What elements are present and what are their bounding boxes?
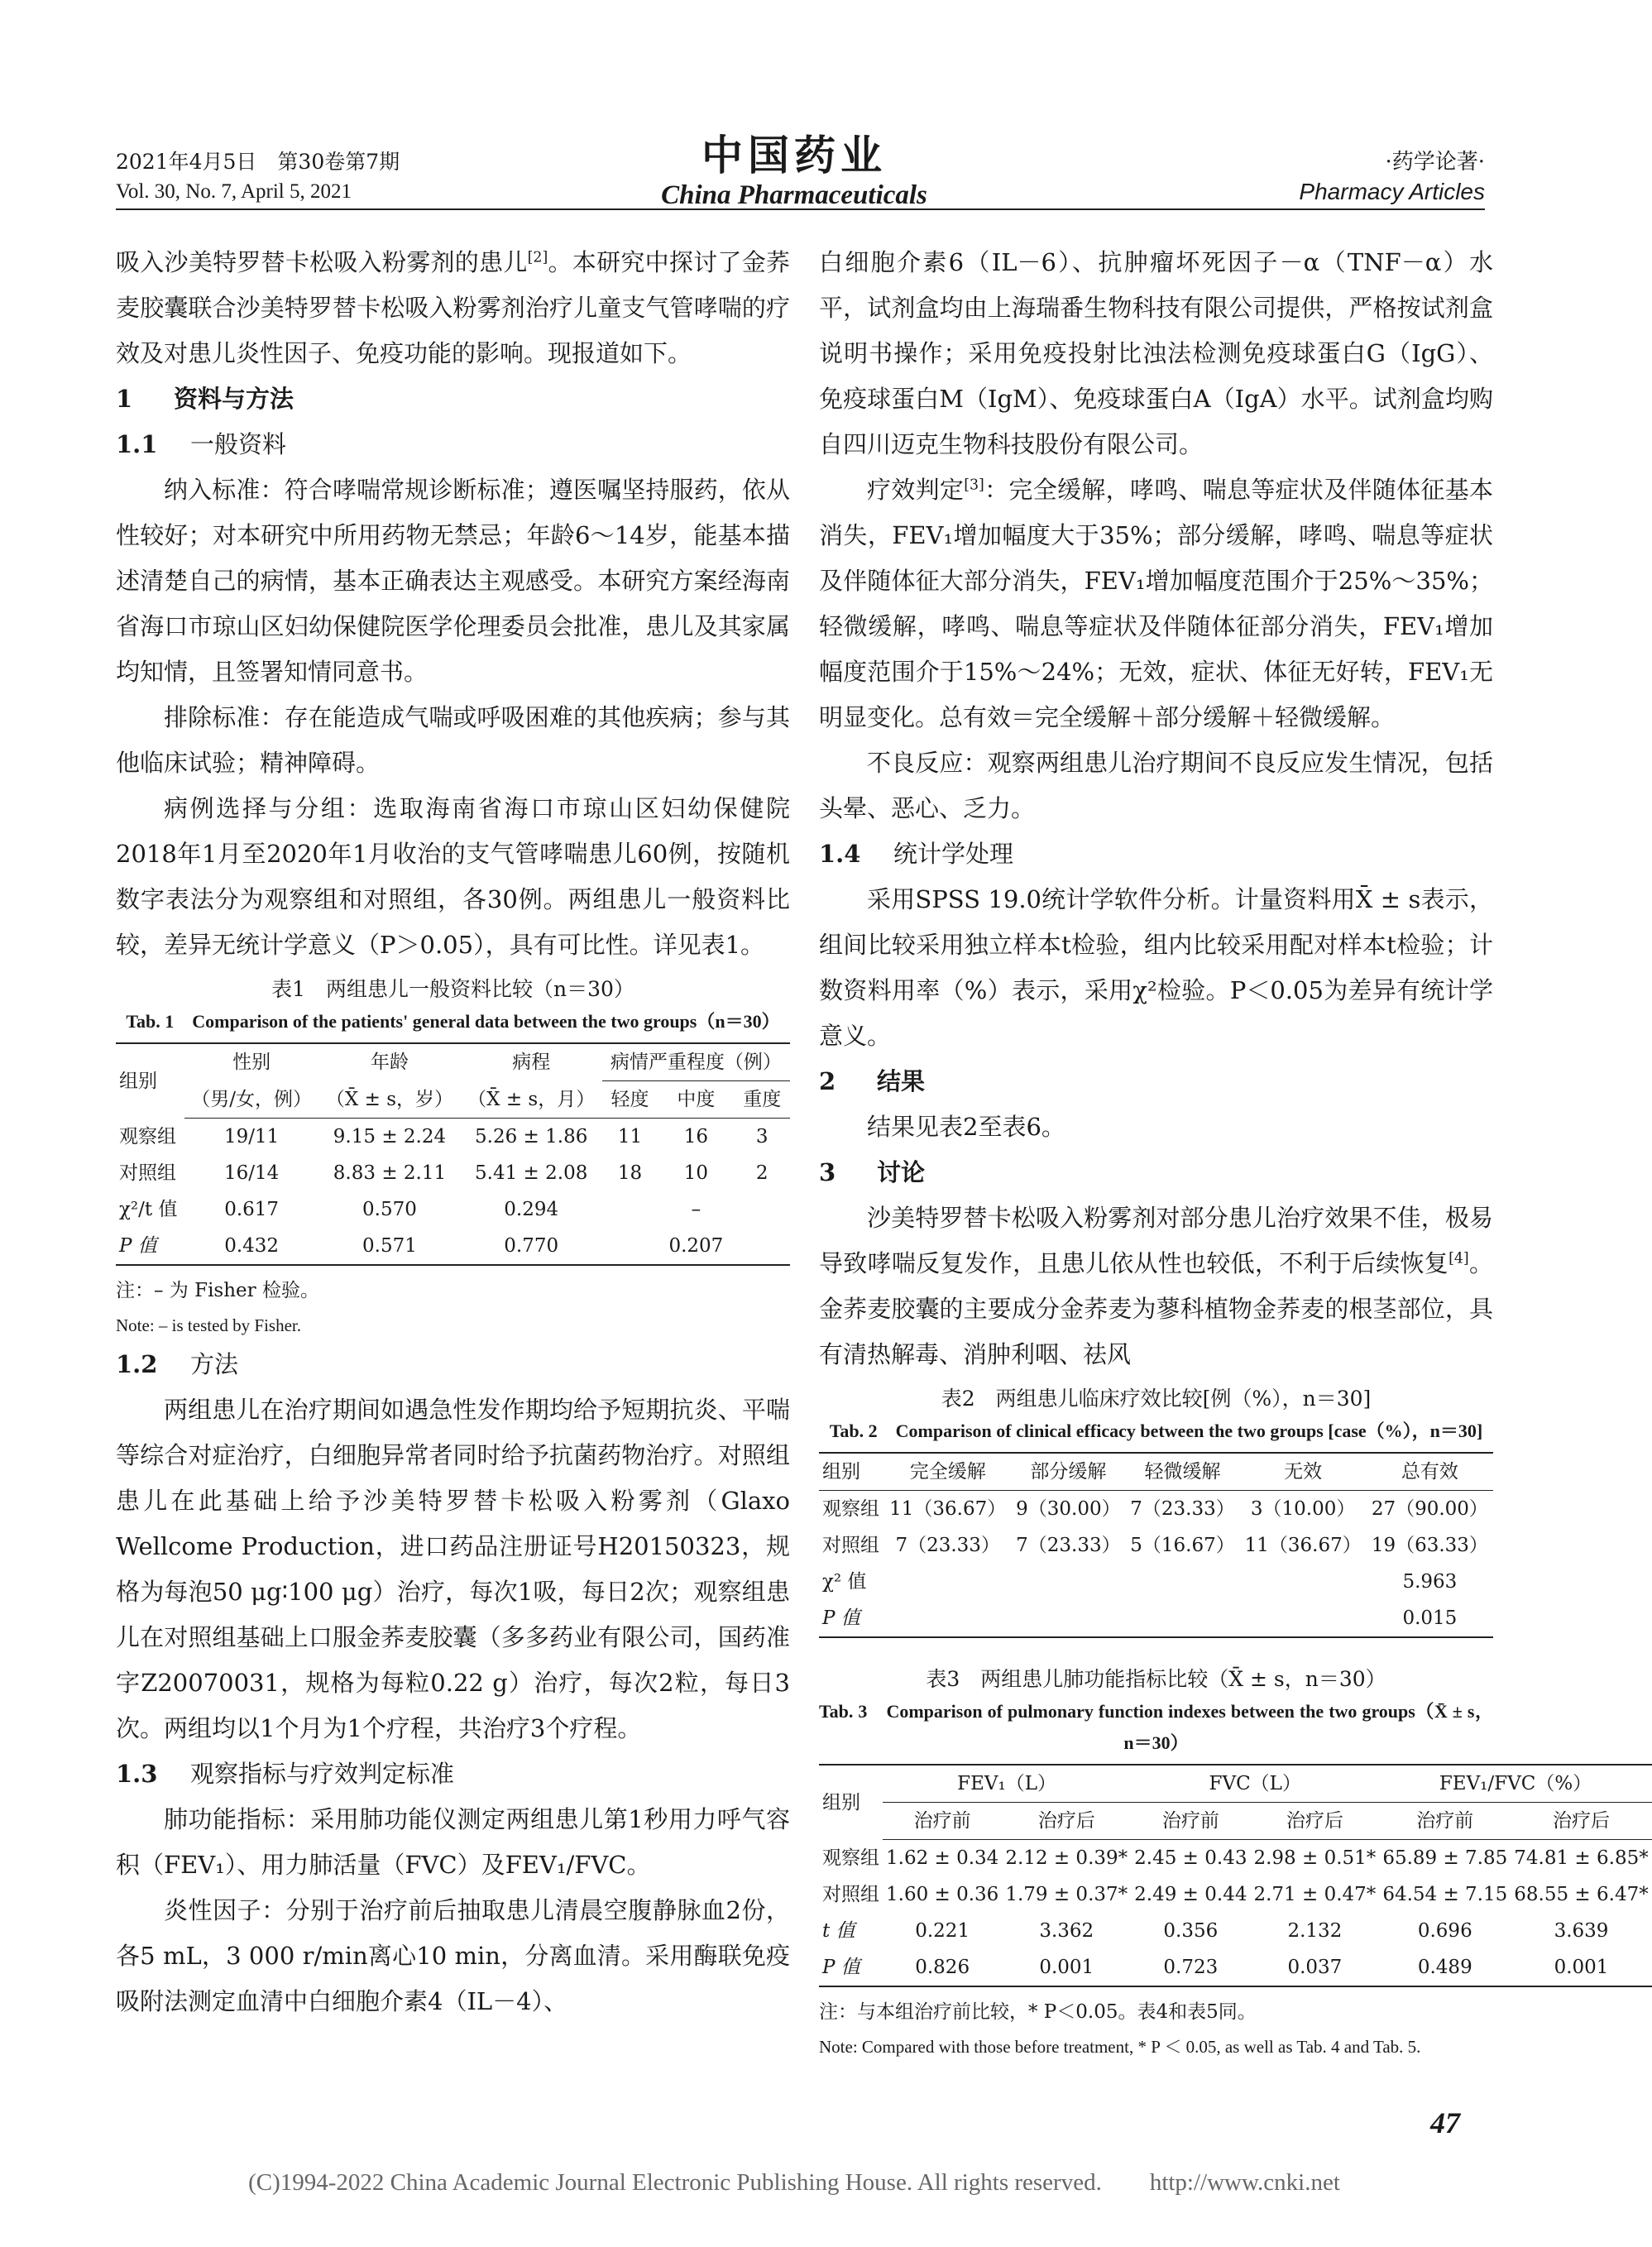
section-heading-1-2: 1.2 方法: [116, 1350, 239, 1378]
table1-caption: 表1 两组患儿一般资料比较（n＝30）: [271, 977, 634, 1001]
table-row: 观察组 19/11 9.15 ± 2.24 5.26 ± 1.86 11 16 3: [119, 1125, 769, 1147]
table3: 组别 FEV₁（L） FVC（L） FEV₁/FVC（%） 治疗前 治疗后 治疗前 治疗后 治疗前 治疗后 观察组 1.62 ± 0.34 2.12 ± 0.39* 2.45 ± 0.43 2.98 ± 0.51* 65.89 ± 7.85 74.81 ± 6.85* 对照组 1.60 ± 0.36 1.79 ± 0.37* 2.49 ± 0.44 2.71 ± 0.47* 64.54 ± 7.15 68.55 ± 6.47* t 值 0.221 3.362 0.356 2.132 0.696 3.639 P 值 0.826 0.001 0.723 0.037 0.489 0.001: [819, 1764, 1652, 1987]
table-row: 对照组 7（23.33） 7（23.33） 5（16.67） 11（36.67） 19（63.33）: [822, 1535, 1488, 1556]
results-paragraph: 结果见表2至表6。: [867, 1113, 1065, 1141]
issue-date-en: Vol. 30, No. 7, April 5, 2021: [116, 180, 352, 203]
table1: [116, 1042, 790, 1266]
journal-masthead: [629, 131, 960, 210]
table2-caption: 表2 两组患儿临床疗效比较[例（%），n＝30]: [941, 1387, 1372, 1411]
statistics-paragraph: 采用SPSS 19.0统计学软件分析。计量资料用X̄ ± s表示，组间比较采用独立样本t检验，组内比较采用配对样本t检验；计数资料用率（%）表示，采用χ²检验。P＜0.05为差异有统计学意义。: [819, 885, 1493, 1050]
t3-header-ratio: FEV₁/FVC（%）: [1379, 1765, 1651, 1803]
t1-header-sex-unit: （男/女，例）: [184, 1081, 318, 1119]
table-row: P 值 0.826 0.001 0.723 0.037 0.489 0.001: [819, 1949, 1652, 1986]
t1-header-mild: 轻度: [602, 1081, 658, 1119]
right-column: [819, 240, 1649, 2063]
citation: [3]: [964, 477, 984, 494]
inflammatory-factor-continued: 白细胞介素6（IL－6）、抗肿瘤坏死因子－α（TNF－α）水平，试剂盒均由上海瑞番生物科技有限公司提供，严格按试剂盒说明书操作；采用免疫投射比浊法检测免疫球蛋白G（IgG）、免疫球蛋白M（IgM）、免疫球蛋白A（IgA）水平。试剂盒均购自四川迈克生物科技股份有限公司。: [819, 248, 1493, 458]
table-row: χ² 值 5.963: [822, 1571, 1458, 1593]
lung-function-paragraph: 肺功能指标：采用肺功能仪测定两组患儿第1秒用力呼气容积（FEV₁）、用力肺活量（FVC）及FEV₁/FVC。: [116, 1805, 790, 1879]
t1-header-course: 病程: [461, 1043, 602, 1081]
section-name-en: Pharmacy Articles: [1299, 179, 1485, 204]
exclusion-criteria: 排除标准：存在能造成气喘或呼吸困难的其他疾病；参与其他临床试验；精神障碍。: [116, 703, 790, 777]
table-row: P 值 0.015: [819, 1600, 1493, 1637]
journal-title-cn: 中国药业: [702, 131, 887, 180]
table2: 组别 完全缓解 部分缓解 轻微缓解 无效 总有效 观察组 11（36.67） 9（30.00） 7（23.33） 3（10.00） 27（90.00） 对照组 7（23.33） 7（23.33） 5（16.67） 11（36.67） 19（63.33） χ² 值 5.963 P 值 0.015: [819, 1452, 1493, 1638]
left-column: [116, 240, 790, 2024]
section-heading-1-1: 1.1 一般资料: [116, 430, 287, 458]
citation: [2]: [527, 249, 548, 266]
table3-caption: 表3 两组患儿肺功能指标比较（X̄ ± s，n＝30）: [926, 1667, 1386, 1691]
inclusion-criteria: 纳入标准：符合哮喘常规诊断标准；遵医嘱坚持服药，依从性较好；对本研究中所用药物无禁忌；年龄6～14岁，能基本描述清楚自己的病情，基本正确表达主观感受。本研究方案经海南省海口市琼山区妇幼保健院医学伦理委员会批准，患儿及其家属均知情，且签署知情同意书。: [116, 476, 790, 686]
issue-date-cn: 2021年4月5日 第30卷第7期: [116, 150, 400, 174]
t1-header-age-unit: （X̄ ± s，岁）: [318, 1081, 460, 1119]
efficacy-criteria: 疗效判定[3]：完全缓解，哮鸣、喘息等症状及伴随体征基本消失，FEV₁增加幅度大于35%；部分缓解，哮鸣、喘息等症状及伴随体征大部分消失，FEV₁增加幅度范围介于25%～35%；轻微缓解，哮鸣、喘息等症状及伴随体征部分消失，FEV₁增加幅度范围介于15%～24%；无效，症状、体征无好转，FEV₁无明显变化。总有效＝完全缓解＋部分缓解＋轻微缓解。: [819, 476, 1493, 731]
section-heading-1-4: 1.4 统计学处理: [819, 840, 1014, 868]
table-row: 观察组 1.62 ± 0.34 2.12 ± 0.39* 2.45 ± 0.43 2.98 ± 0.51* 65.89 ± 7.85 74.81 ± 6.85*: [822, 1847, 1649, 1869]
t3-header-fev1: FEV₁（L）: [883, 1765, 1131, 1803]
t3-header-fvc: FVC（L）: [1131, 1765, 1379, 1803]
copyright-line: (C)1994-2022 China Academic Journal Electronic Publishing House. All rights reserved. http://www.cnki.net: [248, 2169, 1340, 2196]
table1-caption-en: Tab. 1 Comparison of the patients' general data between the two groups（n＝30）: [126, 1011, 780, 1032]
inflammatory-factor-paragraph: 炎性因子：分别于治疗前后抽取患儿清晨空腹静脉血2份，各5 mL，3 000 r/min离心10 min，分离血清。采用酶联免疫吸附法测定血清中白细胞介素4（IL－4）、: [116, 1896, 790, 2015]
adverse-reaction-paragraph: 不良反应：观察两组患儿治疗期间不良反应发生情况，包括头晕、恶心、乏力。: [819, 749, 1493, 822]
table3-caption-en: Tab. 3 Comparison of pulmonary function indexes between the two groups（X̄ ± s，n＝30）: [819, 1701, 1493, 1753]
running-header-left: [116, 147, 400, 207]
page-number: 47: [1430, 2106, 1460, 2139]
t1-header-sex: 性别: [184, 1043, 318, 1081]
t1-header-course-unit: （X̄ ± s，月）: [461, 1081, 602, 1119]
table3-note-en: Note: Compared with those before treatment, * P ＜ 0.05, as well as Tab. 4 and Tab. 5.: [819, 2037, 1421, 2057]
table2-caption-en: Tab. 2 Comparison of clinical efficacy between the two groups [case（%），n＝30]: [829, 1421, 1483, 1441]
intro-paragraph-end: 吸入沙美特罗替卡松吸入粉雾剂的患儿[2]。本研究中探讨了金荞麦胶囊联合沙美特罗替卡松吸入粉雾剂治疗儿童支气管哮喘的疗效及对患儿炎性因子、免疫功能的影响。现报道如下。: [116, 248, 790, 367]
t1-header-moderate: 中度: [658, 1081, 734, 1119]
table-row: 对照组 16/14 8.83 ± 2.11 5.41 ± 2.08 18 10 2: [119, 1162, 769, 1184]
section-heading-3: 3 讨论: [819, 1158, 926, 1186]
section-heading-2: 2 结果: [819, 1067, 926, 1095]
t3-header-group: 组别: [819, 1765, 883, 1840]
running-header-right: [1299, 147, 1485, 207]
section-heading-1: 1 资料与方法: [116, 385, 294, 413]
table-row: P 值 0.432 0.571 0.770 0.207: [116, 1228, 790, 1265]
header-rule: [116, 208, 1485, 210]
section-name-cn: ·药学论著·: [1385, 150, 1485, 175]
table-row: χ²/t 值 0.617 0.570 0.294 –: [119, 1199, 702, 1220]
section-heading-1-3: 1.3 观察指标与疗效判定标准: [116, 1760, 455, 1788]
table-row: t 值 0.221 3.362 0.356 2.132 0.696 3.639: [822, 1920, 1609, 1942]
grouping-paragraph: 病例选择与分组：选取海南省海口市琼山区妇幼保健院2018年1月至2020年1月收治的支气管哮喘患儿60例，按随机数字表法分为观察组和对照组，各30例。两组患儿一般资料比较，差异无统计学意义（P＞0.05），具有可比性。详见表1。: [116, 794, 790, 959]
table1-note-en: Note: – is tested by Fisher.: [116, 1315, 301, 1335]
t1-header-severity: 病情严重程度（例）: [602, 1043, 790, 1081]
table1-note: 注：– 为 Fisher 检验。: [116, 1280, 319, 1301]
table-row: 观察组 11（36.67） 9（30.00） 7（23.33） 3（10.00） 27（90.00）: [822, 1498, 1488, 1520]
t1-header-age: 年龄: [318, 1043, 460, 1081]
t1-header-group: 组别: [116, 1043, 184, 1119]
table3-note: 注：与本组治疗前比较，* P＜0.05。表4和表5同。: [819, 2001, 1257, 2023]
citation: [4]: [1448, 1250, 1469, 1267]
t1-header-severe: 重度: [735, 1081, 791, 1119]
table-row: 对照组 1.60 ± 0.36 1.79 ± 0.37* 2.49 ± 0.44 2.71 ± 0.47* 64.54 ± 7.15 68.55 ± 6.47*: [822, 1884, 1649, 1905]
method-paragraph: 两组患儿在治疗期间如遇急性发作期均给予短期抗炎、平喘等综合对症治疗，白细胞异常者同时给予抗菌药物治疗。对照组患儿在此基础上给予沙美特罗替卡松吸入粉雾剂（Glaxo Wellcome Production，进口药品注册证号H20150323，规格为每泡50 μg∶100 μg）治疗，每次1吸，每日2次；观察组患儿在对照组基础上口服金荞麦胶囊（多多药业有限公司，国药准字Z20070031，规格为每粒0.22 g）治疗，每次2粒，每日3次。两组均以1个月为1个疗程，共治疗3个疗程。: [116, 1396, 790, 1742]
journal-title-en: China Pharmaceuticals: [661, 180, 927, 210]
discussion-paragraph: 沙美特罗替卡松吸入粉雾剂对部分患儿治疗效果不佳，极易导致哮喘反复发作，且患儿依从性也较低，不利于后续恢复[4]。金荞麦胶囊的主要成分金荞麦为蓼科植物金荞麦的根茎部位，具有清热解毒、消肿利咽、祛风: [819, 1204, 1493, 1368]
